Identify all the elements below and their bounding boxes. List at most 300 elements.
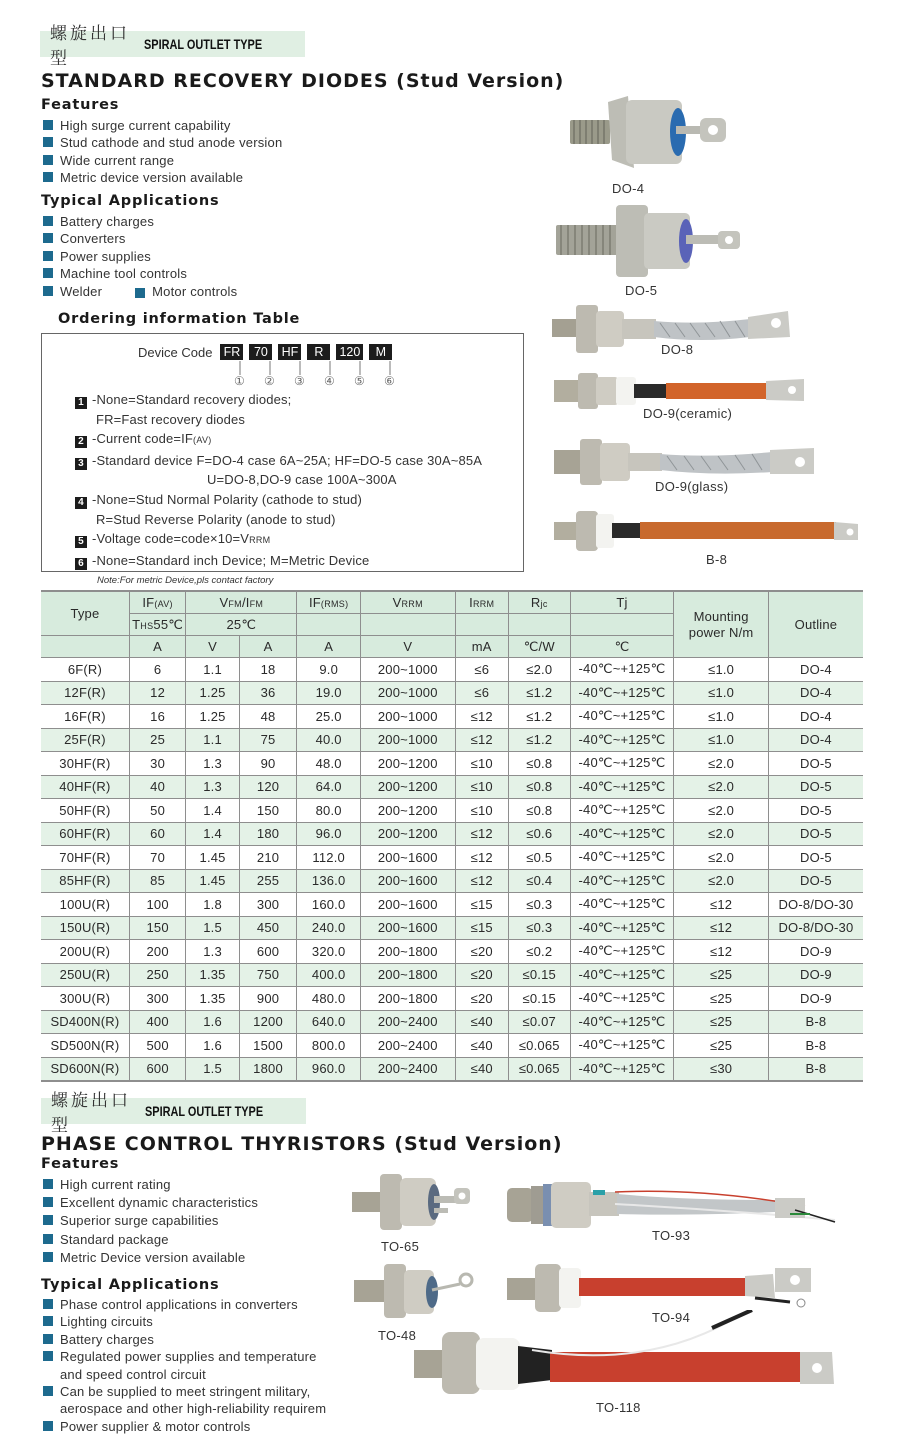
table-cell: ≤2.0 [674,846,769,870]
header-rjc: Rjc [508,591,570,614]
list-item-cont: and speed control circuit [60,1366,206,1382]
bullet-square-icon [43,1215,53,1225]
bullet-square-icon [43,155,53,165]
table-cell: DO-5 [768,869,863,893]
header-blank [455,614,508,636]
header-mounting: Mounting power N/m [674,591,769,658]
table-row [41,963,863,987]
table-cell: ≤10 [455,799,508,823]
table-cell: 900 [239,987,297,1011]
package-label-to65: TO-65 [381,1239,420,1254]
table-cell: ≤0.8 [508,775,570,799]
table-cell: 136.0 [297,869,361,893]
table-cell: 200~1000 [361,705,456,729]
table-cell: 200~1800 [361,963,456,987]
device-code-label: Device Code [138,344,213,360]
table-cell: 25.0 [297,705,361,729]
table-cell: ≤20 [455,987,508,1011]
table-cell: 960.0 [297,1057,361,1081]
table-cell: ≤15 [455,893,508,917]
option-number: 6 [75,558,87,570]
table-cell: ≤25 [674,1010,769,1034]
table-cell: -40℃~+125℃ [570,869,674,893]
index-mark: ② [264,374,275,388]
index-mark: ① [234,374,245,388]
bullet-square-icon [43,233,53,243]
bullet-square-icon [43,1386,53,1396]
table-cell: ≤6 [455,681,508,705]
table-cell: ≤0.5 [508,846,570,870]
table-cell: 30 [129,752,186,776]
table-cell: 200~1800 [361,987,456,1011]
do4-package-image [560,92,730,172]
package-label-to118: TO-118 [596,1400,641,1415]
table-cell: ≤0.8 [508,799,570,823]
table-cell: -40℃~+125℃ [570,987,674,1011]
unit-cell: A [239,636,297,658]
table-cell: ≤40 [455,1057,508,1081]
ordering-heading: Ordering information Table [58,311,301,327]
type-cell: 70HF(R) [41,846,129,870]
package-label-do9-ceramic: DO-9(ceramic) [643,406,733,421]
table-cell: 600 [239,940,297,964]
table-cell: 200~1000 [361,681,456,705]
index-mark: ④ [324,374,335,388]
unit-cell: V [186,636,239,658]
table-cell: DO-5 [768,799,863,823]
list-item: Machine tool controls [42,265,237,282]
table-row [41,728,863,752]
table-cell: ≤0.15 [508,987,570,1011]
table-cell: 1.45 [186,869,239,893]
index-mark: ③ [294,374,305,388]
table-cell: 96.0 [297,822,361,846]
bullet-square-icon [43,1316,53,1326]
table-cell: 1.4 [186,799,239,823]
bullet-square-icon [43,286,53,296]
banner-english-text: SPIRAL OUTLET TYPE [143,36,262,52]
header-blank [361,614,456,636]
table-cell: B-8 [768,1010,863,1034]
table-cell: 800.0 [297,1034,361,1058]
table-cell: DO-5 [768,822,863,846]
table-cell: DO-9 [768,963,863,987]
list-item: Stud cathode and stud anode version [42,134,282,151]
features-heading: Features [41,97,120,113]
features-list [42,117,282,187]
table-cell: 200~2400 [361,1057,456,1081]
table-cell: 255 [239,869,297,893]
package-label-to94: TO-94 [652,1310,691,1325]
table-row [41,705,863,729]
do5-package-image [552,203,742,283]
type-cell: 40HF(R) [41,775,129,799]
table-cell: ≤40 [455,1010,508,1034]
table-cell: -40℃~+125℃ [570,775,674,799]
to93-package-image [505,1180,845,1230]
table-cell: 1.4 [186,822,239,846]
table-cell: 48.0 [297,752,361,776]
list-item: Excellent dynamic characteristics [42,1194,258,1212]
list-item: Standard package [42,1231,258,1249]
package-label-b8: B-8 [706,552,728,567]
list-item: Regulated power supplies and temperature [42,1348,326,1365]
type-cell: 200U(R) [41,940,129,964]
table-cell: ≤1.0 [674,681,769,705]
header-blank [570,614,674,636]
table-cell: 200~1200 [361,799,456,823]
page-title: STANDARD RECOVERY DIODES (Stud Version) [41,70,565,92]
package-label-to93: TO-93 [652,1228,691,1243]
table-row [41,658,863,682]
ordering-options [75,390,482,570]
table-cell: ≤10 [455,752,508,776]
table-cell: 1.45 [186,846,239,870]
table-cell: ≤15 [455,916,508,940]
bullet-square-icon [43,1252,53,1262]
table-row [41,916,863,940]
table-cell: ≤2.0 [508,658,570,682]
bullet-square-icon [43,1351,53,1361]
table-cell: ≤0.2 [508,940,570,964]
table-cell: DO-9 [768,940,863,964]
list-item: Welder Motor controls [42,283,237,300]
list-item: Battery charges [42,1331,326,1348]
code-chip: M [369,344,392,360]
table-cell: 200~1600 [361,916,456,940]
list-item: Phase control applications in converters [42,1296,326,1313]
bullet-square-icon [43,1421,53,1431]
header-ifav: IF(AV) [129,591,186,614]
unit-cell: ℃ [570,636,674,658]
table-cell: 1500 [239,1034,297,1058]
table-cell: ≤6 [455,658,508,682]
table-cell: 480.0 [297,987,361,1011]
table-cell: ≤0.065 [508,1057,570,1081]
table-cell: DO-4 [768,728,863,752]
bullet-square-icon [43,1299,53,1309]
applications-list-2 [42,1296,326,1435]
table-cell: ≤25 [674,987,769,1011]
table-cell: 48 [239,705,297,729]
table-cell: 200~2400 [361,1034,456,1058]
section-banner [40,24,305,69]
bullet-square-icon [43,1179,53,1189]
applications-list [42,213,237,300]
table-cell: 150 [129,916,186,940]
spec-table-body [41,658,863,1082]
table-cell: -40℃~+125℃ [570,916,674,940]
table-cell: B-8 [768,1057,863,1081]
table-cell: ≤2.0 [674,869,769,893]
table-cell: ≤1.2 [508,681,570,705]
list-item-inline: Motor controls [134,283,237,300]
list-item: Converters [42,230,237,247]
table-header-row-1 [41,591,863,614]
table-cell: 70 [129,846,186,870]
table-cell: 250 [129,963,186,987]
device-code-row [138,344,392,360]
code-chip: HF [278,344,301,360]
option-6: 6 -None=Standard inch Device; M=Metric Device [75,551,482,571]
table-cell: 80.0 [297,799,361,823]
option-2: 2 -Current code=IF(AV) [75,429,482,451]
table-cell: 9.0 [297,658,361,682]
table-cell: ≤1.0 [674,705,769,729]
bullet-square-icon [135,288,145,298]
unit-cell: ℃/W [508,636,570,658]
table-cell: DO-4 [768,681,863,705]
table-cell: DO-4 [768,658,863,682]
table-cell: ≤0.8 [508,752,570,776]
table-row [41,987,863,1011]
table-cell: -40℃~+125℃ [570,799,674,823]
list-item: Power supplier & motor controls [42,1418,326,1435]
bullet-square-icon [43,120,53,130]
type-cell: 60HF(R) [41,822,129,846]
bullet-square-icon [43,1334,53,1344]
table-cell: 400.0 [297,963,361,987]
table-cell: 112.0 [297,846,361,870]
table-cell: 40 [129,775,186,799]
table-row [41,1034,863,1058]
table-cell: 160.0 [297,893,361,917]
table-row [41,752,863,776]
table-cell: 1.1 [186,728,239,752]
table-cell: 320.0 [297,940,361,964]
table-cell: 200~1000 [361,658,456,682]
option-number: 4 [75,497,87,509]
bullet-square-icon [43,1197,53,1207]
package-label-do5: DO-5 [625,283,658,298]
table-cell: 16 [129,705,186,729]
table-cell: 1.3 [186,940,239,964]
type-cell: 250U(R) [41,963,129,987]
to65-package-image [350,1172,475,1234]
option-1: 1 -None=Standard recovery diodes; [75,390,482,410]
table-cell: 18 [239,658,297,682]
type-cell: 12F(R) [41,681,129,705]
list-item-cont: aerospace and other high-reliability requirem [60,1401,327,1417]
table-row [41,775,863,799]
table-cell: ≤2.0 [674,752,769,776]
table-cell: ≤30 [674,1057,769,1081]
table-cell: B-8 [768,1034,863,1058]
unit-cell: mA [455,636,508,658]
table-cell: 1.8 [186,893,239,917]
table-cell: DO-5 [768,846,863,870]
bullet-square-icon [43,137,53,147]
table-cell: -40℃~+125℃ [570,728,674,752]
option-3: 3 -Standard device F=DO-4 case 6A~25A; HF=DO-5 case 30A~85A [75,451,482,471]
bullet-square-icon [43,216,53,226]
header-outline: Outline [768,591,863,658]
type-cell: SD400N(R) [41,1010,129,1034]
table-cell: ≤0.15 [508,963,570,987]
table-cell: 1.35 [186,963,239,987]
table-row [41,1057,863,1081]
metric-note: Note:For metric Device,pls contact factory [97,575,274,586]
header-vfm-ifm: VFM/IFM [186,591,297,614]
table-cell: DO-9 [768,987,863,1011]
table-cell: 100 [129,893,186,917]
list-item: Lighting circuits [42,1313,326,1330]
code-chip: 120 [336,344,363,360]
table-cell: ≤25 [674,963,769,987]
option-1-cont: FR=Fast recovery diodes [96,411,246,427]
table-cell: 1.35 [186,987,239,1011]
table-cell: 1.3 [186,775,239,799]
table-cell: ≤12 [455,869,508,893]
to94-package-image [505,1262,845,1314]
table-cell: 1800 [239,1057,297,1081]
header-type: Type [41,591,129,636]
header-vrrm: VRRM [361,591,456,614]
table-cell: -40℃~+125℃ [570,705,674,729]
table-cell: 1.3 [186,752,239,776]
header-ifrms: IF(RMS) [297,591,361,614]
table-row [41,822,863,846]
table-cell: ≤1.2 [508,705,570,729]
index-mark: ⑥ [384,374,395,388]
table-cell: ≤0.065 [508,1034,570,1058]
banner-english-text: SPIRAL OUTLET TYPE [144,1103,263,1119]
bullet-square-icon [43,172,53,182]
table-cell: 200 [129,940,186,964]
b8-package-image [552,510,862,554]
header-blank [508,614,570,636]
table-cell: ≤0.4 [508,869,570,893]
table-cell: -40℃~+125℃ [570,681,674,705]
list-item: Metric Device version available [42,1249,258,1267]
option-number: 3 [75,458,87,470]
ordering-info-box [41,333,524,572]
table-cell: ≤25 [674,1034,769,1058]
type-cell: SD600N(R) [41,1057,129,1081]
table-row [41,869,863,893]
table-cell: 300 [239,893,297,917]
package-label-do4: DO-4 [612,181,645,196]
code-chip: FR [220,344,243,360]
option-number: 2 [75,436,87,448]
table-cell: 180 [239,822,297,846]
table-cell: 400 [129,1010,186,1034]
list-item: Superior surge capabilities [42,1212,258,1230]
table-cell: 500 [129,1034,186,1058]
header-irrm: IRRM [455,591,508,614]
bullet-square-icon [43,1234,53,1244]
index-mark: ⑤ [354,374,365,388]
type-cell: 25F(R) [41,728,129,752]
spec-table [41,590,863,1082]
type-cell: 30HF(R) [41,752,129,776]
table-cell: ≤0.3 [508,893,570,917]
table-cell: ≤12 [455,705,508,729]
table-cell: 300 [129,987,186,1011]
package-label-do9-glass: DO-9(glass) [655,479,729,494]
table-row [41,893,863,917]
table-cell: 1.5 [186,1057,239,1081]
banner-chinese-text: 螺旋出口型 [51,1091,131,1136]
table-cell: 1.5 [186,916,239,940]
table-cell: DO-5 [768,752,863,776]
table-cell: DO-8/DO-30 [768,916,863,940]
table-cell: 450 [239,916,297,940]
type-cell: 150U(R) [41,916,129,940]
table-cell: 50 [129,799,186,823]
table-cell: 1.1 [186,658,239,682]
table-cell: DO-8/DO-30 [768,893,863,917]
list-item: Wide current range [42,152,282,169]
code-chip: R [307,344,330,360]
code-chip: 70 [249,344,272,360]
table-row [41,846,863,870]
table-cell: 200~1800 [361,940,456,964]
table-cell: 1.6 [186,1010,239,1034]
unit-cell: V [361,636,456,658]
table-cell: 90 [239,752,297,776]
table-cell: 19.0 [297,681,361,705]
table-row [41,940,863,964]
table-cell: 200~1600 [361,869,456,893]
table-cell: 240.0 [297,916,361,940]
applications-heading-2: Typical Applications [41,1277,220,1293]
table-cell: -40℃~+125℃ [570,963,674,987]
table-cell: ≤12 [455,846,508,870]
code-connector-lines [232,361,402,375]
table-cell: 200~1600 [361,893,456,917]
table-cell: 1.6 [186,1034,239,1058]
table-cell: 200~2400 [361,1010,456,1034]
table-cell: -40℃~+125℃ [570,893,674,917]
section-title-thyristors: PHASE CONTROL THYRISTORS (Stud Version) [41,1133,563,1155]
table-cell: ≤2.0 [674,822,769,846]
table-cell: ≤20 [455,940,508,964]
type-cell: 6F(R) [41,658,129,682]
bullet-square-icon [43,251,53,261]
header-blank [297,614,361,636]
table-cell: 64.0 [297,775,361,799]
features-heading-2: Features [41,1156,120,1172]
table-cell: -40℃~+125℃ [570,846,674,870]
type-cell: 16F(R) [41,705,129,729]
table-row [41,799,863,823]
table-cell: 200~1600 [361,846,456,870]
list-item: Battery charges [42,213,237,230]
table-cell: 36 [239,681,297,705]
type-cell: SD500N(R) [41,1034,129,1058]
table-cell: 25 [129,728,186,752]
table-cell: 750 [239,963,297,987]
header-ths: THS55℃ [129,614,186,636]
option-number: 5 [75,536,87,548]
table-cell: 120 [239,775,297,799]
table-cell: -40℃~+125℃ [570,940,674,964]
table-cell: ≤20 [455,963,508,987]
table-cell: 150 [239,799,297,823]
table-cell: ≤10 [455,775,508,799]
option-4: 4 -None=Stud Normal Polarity (cathode to stud) [75,490,482,510]
table-cell: 12 [129,681,186,705]
type-cell: 50HF(R) [41,799,129,823]
table-cell: 85 [129,869,186,893]
table-cell: ≤0.3 [508,916,570,940]
table-cell: ≤1.2 [508,728,570,752]
table-cell: 1200 [239,1010,297,1034]
list-item: High current rating [42,1176,258,1194]
table-cell: ≤0.07 [508,1010,570,1034]
table-cell: ≤12 [674,893,769,917]
